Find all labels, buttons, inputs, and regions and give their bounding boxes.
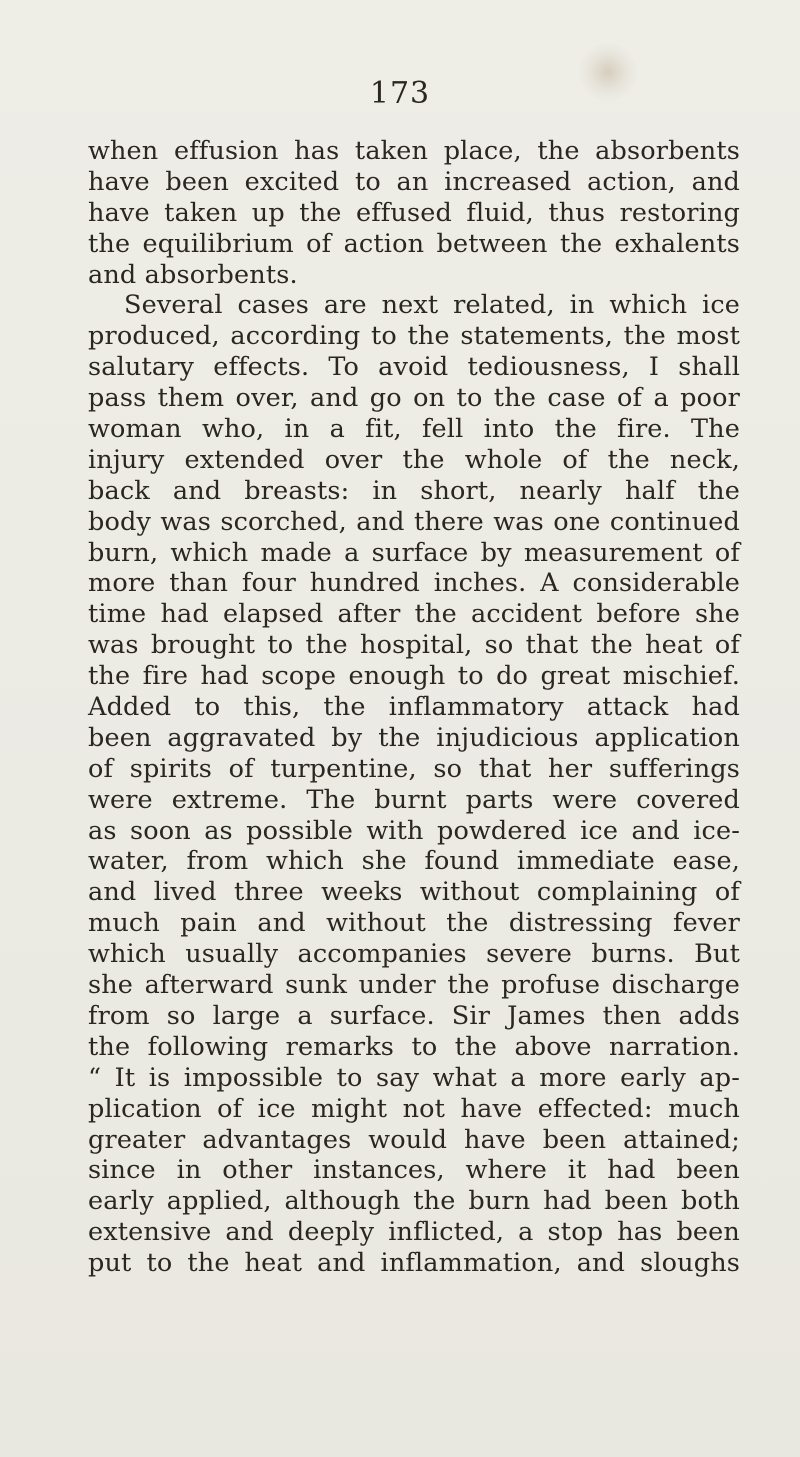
text-line: body was scorched, and there was one continued: [88, 506, 740, 537]
text-line: more than four hundred inches. A considerable: [88, 568, 740, 599]
text-line: since in other instances, where it had been: [88, 1155, 740, 1186]
text-line: been aggravated by the injudicious application: [88, 722, 740, 753]
text-line: pass them over, and go on to the case of a poor: [88, 383, 740, 414]
text-line: extensive and deeply inflicted, a stop has been: [88, 1217, 740, 1248]
text-line: the following remarks to the above narration.: [88, 1031, 740, 1062]
text-line: “ It is impossible to say what a more early ap-: [88, 1062, 740, 1093]
text-line: greater advantages would have been attained;: [88, 1124, 740, 1155]
text-line: produced, according to the statements, the most: [88, 321, 740, 352]
text-line: was brought to the hospital, so that the heat of: [88, 630, 740, 661]
text-line: salutary effects. To avoid tediousness, I shall: [88, 352, 740, 383]
text-line: she afterward sunk under the profuse discharge: [88, 970, 740, 1001]
text-line: much pain and without the distressing fever: [88, 908, 740, 939]
text-line: burn, which made a surface by measurement of: [88, 537, 740, 568]
text-line: and absorbents.: [88, 259, 298, 290]
page-number: 173: [369, 76, 431, 111]
text-line: Added to this, the inflammatory attack had: [88, 692, 740, 723]
text-line: back and breasts: in short, nearly half the: [88, 475, 740, 506]
body-text: [88, 136, 740, 1279]
text-line: water, from which she found immediate ease,: [88, 846, 740, 877]
text-line: were extreme. The burnt parts were covered: [88, 784, 740, 815]
text-line: and lived three weeks without complaining of: [88, 877, 740, 908]
text-line: injury extended over the whole of the neck,: [88, 444, 740, 475]
text-line: plication of ice might not have effected: much: [88, 1093, 740, 1124]
text-line: woman who, in a fit, fell into the fire. The: [88, 414, 740, 445]
text-line: time had elapsed after the accident before she: [88, 599, 740, 630]
text-line: have been excited to an increased action, and: [88, 166, 740, 197]
text-line: put to the heat and inflammation, and sloughs: [88, 1248, 740, 1279]
text-line: of spirits of turpentine, so that her sufferings: [88, 753, 740, 784]
text-line: early applied, although the burn had been both: [88, 1186, 740, 1217]
text-line: from so large a surface. Sir James then adds: [88, 1000, 740, 1031]
text-line: as soon as possible with powdered ice and ice-: [88, 815, 740, 846]
text-line: have taken up the effused fluid, thus restoring: [88, 197, 740, 228]
text-line: when effusion has taken place, the absorbents: [88, 136, 740, 166]
text-line: the fire had scope enough to do great mischief.: [88, 661, 740, 692]
text-line: which usually accompanies severe burns. But: [88, 939, 740, 970]
text-line: Several cases are next related, in which ice: [124, 290, 740, 321]
text-line: the equilibrium of action between the exhalents: [88, 228, 740, 259]
